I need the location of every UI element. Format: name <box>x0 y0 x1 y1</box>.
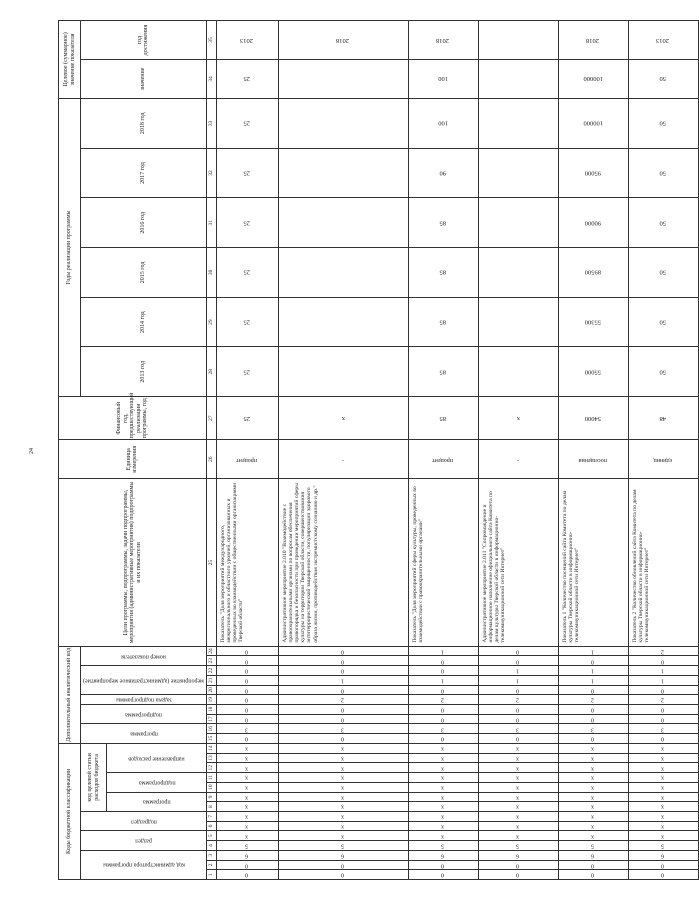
code-cell: х <box>478 782 558 792</box>
code-cell: 2 <box>558 695 628 705</box>
code-cell: 0 <box>216 646 278 656</box>
row-base-value: 25 <box>216 397 278 440</box>
header-dop-prog: программа <box>81 724 207 743</box>
code-cell: х <box>408 782 478 792</box>
row-year-value: 85 <box>408 248 478 298</box>
table-row <box>216 21 278 880</box>
code-cell: х <box>408 773 478 783</box>
row-year-value: 85 <box>408 347 478 397</box>
code-cell: 0 <box>478 685 558 695</box>
code-cell: х <box>628 821 698 831</box>
code-cell: 0 <box>278 646 408 656</box>
code-cell: 0 <box>278 666 408 676</box>
row-unit: процент <box>216 440 278 479</box>
page-number: 24 <box>29 448 35 454</box>
code-cell: 5 <box>278 841 408 851</box>
code-cell: 0 <box>216 860 278 870</box>
row-target-value: 100 <box>408 60 478 99</box>
header-dop-code: Дополнительный аналитический код <box>59 646 81 743</box>
code-cell: 5 <box>558 841 628 851</box>
code-cell: 1 <box>408 675 478 685</box>
row-year-value: 90 <box>408 148 478 198</box>
code-cell: 1 <box>628 666 698 676</box>
code-cell: х <box>408 821 478 831</box>
code-cell: х <box>408 763 478 773</box>
row-target-year: 2013 <box>628 21 698 60</box>
row-target-value: 25 <box>216 60 278 99</box>
code-cell: х <box>478 773 558 783</box>
header-dop-podprog: подпрограмма <box>81 705 207 724</box>
header-kbk: Коды бюджетной классификации <box>59 743 81 879</box>
header-kbk-podrazdel: подраздел <box>81 811 207 830</box>
column-number: 18 <box>206 705 216 715</box>
code-cell: 0 <box>278 685 408 695</box>
code-cell: х <box>408 802 478 812</box>
header-2013: 2013 год <box>81 347 207 397</box>
row-year-value <box>478 248 558 298</box>
header-2018: 2018 год <box>81 98 207 148</box>
header-kbk-admin: код администратора программы <box>81 850 207 879</box>
code-cell: 0 <box>478 734 558 744</box>
row-description: Административное мероприятие 2.010 "Взаимодействие с правоохранительными органами по вопросам обеспечения правопорядка и безопасности при проведении мероприятий сферы культуры на территории Тверской области, совершенствования антитеррористической защищенности, популяризации здорового образа жизни, противодействия экстремистскому сознанию и др." <box>278 479 408 646</box>
code-cell: х <box>408 831 478 841</box>
row-year-value: 25 <box>216 347 278 397</box>
column-number: 14 <box>206 743 216 753</box>
row-year-value: 55000 <box>558 347 628 397</box>
row-year-value <box>278 198 408 248</box>
code-cell: 0 <box>278 870 408 880</box>
code-cell: х <box>278 782 408 792</box>
code-cell: х <box>216 763 278 773</box>
code-cell: 0 <box>558 656 628 666</box>
row-unit: - <box>278 440 408 479</box>
header-celi: Цели программы, подпрограммы, задачи подпрограммы, мероприятия (административные мероприятия) подпрограммы и их показатели <box>59 479 207 646</box>
code-cell: 0 <box>558 860 628 870</box>
code-cell: 0 <box>408 714 478 724</box>
header-row-1 <box>59 21 81 880</box>
code-cell: 0 <box>628 870 698 880</box>
code-cell: 5 <box>628 841 698 851</box>
column-number: 12 <box>206 763 216 773</box>
code-cell: х <box>278 792 408 802</box>
code-cell: 0 <box>408 734 478 744</box>
header-2014: 2014 год <box>81 297 207 347</box>
header-2015: 2015 год <box>81 248 207 298</box>
row-year-value: 25 <box>216 98 278 148</box>
code-cell: х <box>278 743 408 753</box>
row-base-value: 48 <box>628 397 698 440</box>
program-indicators-table <box>58 20 699 880</box>
column-number: 21 <box>206 675 216 685</box>
code-cell: х <box>628 831 698 841</box>
column-number: 10 <box>206 782 216 792</box>
row-description: Административное мероприятие 2.011 "Сопровождение и информационное наполнение официального сайта Комитета по делам культуры Тверской области в информационно-телекоммуникационной сети Интернет" <box>478 479 558 646</box>
header-kbk-podprogramma: подпрограмма <box>107 773 207 792</box>
code-cell: х <box>628 763 698 773</box>
row-year-value: 25 <box>216 248 278 298</box>
code-cell: 0 <box>216 695 278 705</box>
row-base-value: х <box>278 397 408 440</box>
row-unit: посещения <box>558 440 628 479</box>
table-row <box>628 21 698 880</box>
rotated-table-container <box>58 20 673 880</box>
column-number: 19 <box>206 695 216 705</box>
code-cell: х <box>278 831 408 841</box>
row-year-value: 95000 <box>558 148 628 198</box>
code-cell: х <box>408 753 478 763</box>
code-cell: 0 <box>478 714 558 724</box>
row-target-value <box>278 60 408 99</box>
row-unit: единиц <box>628 440 698 479</box>
code-cell: 5 <box>478 841 558 851</box>
row-description: Показатель "Доля мероприятий сферы культуры, проведенных во взаимодействии с правоохранительными органами" <box>408 479 478 646</box>
code-cell: х <box>216 792 278 802</box>
code-cell: 6 <box>558 850 628 860</box>
code-cell: х <box>408 792 478 802</box>
code-cell: х <box>558 792 628 802</box>
header-2016: 2016 год <box>81 198 207 248</box>
code-cell: 2 <box>408 695 478 705</box>
code-cell: х <box>558 821 628 831</box>
column-number: 22 <box>206 666 216 676</box>
code-cell: 3 <box>478 724 558 734</box>
row-year-value: 50 <box>628 297 698 347</box>
code-cell: х <box>478 763 558 773</box>
code-cell: 1 <box>628 675 698 685</box>
code-cell: х <box>278 763 408 773</box>
header-kbk-csr: код целевой статьи расходов бюджета <box>81 743 107 811</box>
code-cell: х <box>478 753 558 763</box>
row-target-value: 50 <box>628 60 698 99</box>
code-cell: х <box>216 821 278 831</box>
column-number: 24 <box>206 646 216 656</box>
table-row <box>278 21 408 880</box>
code-cell: 0 <box>216 714 278 724</box>
code-cell: х <box>478 743 558 753</box>
row-year-value: 50 <box>628 347 698 397</box>
row-unit: процент <box>408 440 478 479</box>
code-cell: 0 <box>216 705 278 715</box>
column-numbers-row <box>206 21 216 880</box>
code-cell: х <box>216 811 278 821</box>
code-cell: х <box>628 792 698 802</box>
header-target: Целевое (суммарное) значение показателя <box>59 21 81 99</box>
code-cell: х <box>408 743 478 753</box>
code-cell: 1 <box>558 675 628 685</box>
column-number: 7 <box>206 811 216 821</box>
code-cell: 2 <box>278 695 408 705</box>
row-year-value <box>478 347 558 397</box>
column-number: 16 <box>206 724 216 734</box>
row-year-value <box>278 347 408 397</box>
code-cell: 2 <box>628 646 698 656</box>
code-cell: 3 <box>216 724 278 734</box>
row-description: Показатель 2 "Количество обновлений сайта Комитета по делам культуры Тверской области в информационно-телекоммуникационной сети Интернет" <box>628 479 698 646</box>
code-cell: 3 <box>278 724 408 734</box>
code-cell: 0 <box>278 860 408 870</box>
column-number: 6 <box>206 821 216 831</box>
row-description: Показатель 1 "Количество посещений сайта Комитета по делам культуры Тверской области в информационно-телекоммуникационной сети Интернет" <box>558 479 628 646</box>
code-cell: х <box>628 753 698 763</box>
header-kbk-razdel: раздел <box>81 831 207 850</box>
code-cell: х <box>478 821 558 831</box>
row-year-value: 55300 <box>558 297 628 347</box>
code-cell: 1 <box>558 646 628 656</box>
row-description: Показатель "Доля мероприятий международного, межрегионального и областного уровней, организованных и проведенных во взаимодействии с общественными организациями Тверской области" <box>216 479 278 646</box>
column-number: 3 <box>206 850 216 860</box>
code-cell: 6 <box>478 850 558 860</box>
code-cell: х <box>478 831 558 841</box>
column-number: 5 <box>206 831 216 841</box>
column-number: 2 <box>206 860 216 870</box>
code-cell: х <box>216 743 278 753</box>
code-cell: 0 <box>278 714 408 724</box>
table-row <box>478 21 558 880</box>
code-cell: х <box>558 773 628 783</box>
column-number: 33 <box>206 98 216 148</box>
code-cell: 0 <box>628 714 698 724</box>
column-number: 8 <box>206 802 216 812</box>
column-number: 30 <box>206 248 216 298</box>
code-cell: 0 <box>408 705 478 715</box>
code-cell: 0 <box>478 705 558 715</box>
row-target-year: 2018 <box>408 21 478 60</box>
code-cell: 0 <box>278 656 408 666</box>
row-target-value <box>478 60 558 99</box>
code-cell: х <box>558 743 628 753</box>
code-cell: 3 <box>408 724 478 734</box>
code-cell: 6 <box>628 850 698 860</box>
code-cell: 0 <box>216 675 278 685</box>
code-cell: 0 <box>558 734 628 744</box>
column-number: 31 <box>206 198 216 248</box>
code-cell: х <box>278 821 408 831</box>
row-year-value: 50 <box>628 248 698 298</box>
row-year-value: 25 <box>216 198 278 248</box>
row-year-value: 85 <box>408 297 478 347</box>
code-cell: 0 <box>558 685 628 695</box>
row-target-year: 2013 <box>216 21 278 60</box>
code-cell: 0 <box>408 860 478 870</box>
column-number: 11 <box>206 773 216 783</box>
code-cell: 0 <box>408 656 478 666</box>
row-year-value <box>278 148 408 198</box>
code-cell: х <box>478 792 558 802</box>
code-cell: 0 <box>216 870 278 880</box>
code-cell: х <box>216 753 278 763</box>
code-cell: 2 <box>628 695 698 705</box>
header-2017: 2017 год <box>81 148 207 198</box>
column-number: 15 <box>206 734 216 744</box>
code-cell: х <box>278 802 408 812</box>
row-year-value <box>278 248 408 298</box>
code-cell: х <box>216 831 278 841</box>
header-kbk-napr: направление расходов <box>107 743 207 772</box>
code-cell: х <box>278 811 408 821</box>
code-cell: 5 <box>408 841 478 851</box>
row-target-year: 2018 <box>558 21 628 60</box>
row-year-value: 50 <box>628 198 698 248</box>
table-body <box>59 21 699 880</box>
header-kbk-programma: программа <box>107 792 207 811</box>
column-number: 25 <box>206 479 216 646</box>
row-year-value: 90000 <box>558 198 628 248</box>
column-number: 29 <box>206 297 216 347</box>
code-cell: х <box>628 782 698 792</box>
code-cell: 0 <box>478 646 558 656</box>
row-base-value: 85 <box>408 397 478 440</box>
code-cell: 0 <box>628 685 698 695</box>
table-row <box>408 21 478 880</box>
code-cell: х <box>278 753 408 763</box>
code-cell: 0 <box>628 734 698 744</box>
row-year-value <box>278 297 408 347</box>
code-cell: х <box>558 753 628 763</box>
code-cell: 0 <box>408 666 478 676</box>
code-cell: 1 <box>408 646 478 656</box>
code-cell: 0 <box>558 705 628 715</box>
code-cell: х <box>558 811 628 821</box>
row-year-value <box>478 98 558 148</box>
code-cell: х <box>558 802 628 812</box>
row-year-value <box>478 198 558 248</box>
code-cell: 0 <box>478 870 558 880</box>
code-cell: 2 <box>478 695 558 705</box>
row-year-value: 100 <box>408 98 478 148</box>
code-cell: х <box>558 763 628 773</box>
code-cell: 0 <box>558 870 628 880</box>
row-year-value: 25 <box>216 148 278 198</box>
code-cell: 0 <box>278 705 408 715</box>
code-cell: 6 <box>278 850 408 860</box>
header-unit: Единица измерения <box>59 440 207 479</box>
code-cell: 1 <box>558 666 628 676</box>
code-cell: 0 <box>216 666 278 676</box>
code-cell: 0 <box>216 685 278 695</box>
row-target-value: 100000 <box>558 60 628 99</box>
code-cell: х <box>478 811 558 821</box>
row-year-value: 89500 <box>558 248 628 298</box>
row-year-value: 50 <box>628 98 698 148</box>
header-dop-pokaz: номер показателя <box>81 646 207 665</box>
header-znachenie: значение <box>81 60 207 99</box>
header-fin-year: Финансовый год, предшествующий реализации программы, год <box>59 397 207 440</box>
row-unit: - <box>478 440 558 479</box>
row-year-value <box>278 98 408 148</box>
row-base-value: 54000 <box>558 397 628 440</box>
code-cell: 0 <box>628 860 698 870</box>
row-year-value: 25 <box>216 297 278 347</box>
column-number: 27 <box>206 397 216 440</box>
column-number: 35 <box>206 21 216 60</box>
header-god-dost: год достижения <box>81 21 207 60</box>
code-cell: х <box>558 831 628 841</box>
row-year-value: 50 <box>628 148 698 198</box>
code-cell: х <box>216 802 278 812</box>
code-cell: 0 <box>478 656 558 666</box>
code-cell: 3 <box>558 724 628 734</box>
code-cell: 1 <box>478 675 558 685</box>
code-cell: х <box>558 782 628 792</box>
code-cell: 0 <box>408 685 478 695</box>
code-cell: 0 <box>216 734 278 744</box>
code-cell: 3 <box>628 724 698 734</box>
column-number: 34 <box>206 60 216 99</box>
code-cell: х <box>216 782 278 792</box>
code-cell: х <box>278 773 408 783</box>
row-year-value <box>478 148 558 198</box>
column-number: 13 <box>206 753 216 763</box>
row-year-value: 85 <box>408 198 478 248</box>
column-number: 20 <box>206 685 216 695</box>
code-cell: 0 <box>278 734 408 744</box>
code-cell: 0 <box>216 656 278 666</box>
code-cell: х <box>408 811 478 821</box>
header-years: Годы реализации программы <box>59 98 81 396</box>
header-dop-zadacha: задача подпрограммы <box>81 695 207 705</box>
row-base-value: х <box>478 397 558 440</box>
header-dop-meropr: мероприятие (административное мероприятие) <box>81 666 207 695</box>
code-cell: 1 <box>478 666 558 676</box>
code-cell: 0 <box>558 714 628 724</box>
code-cell: х <box>628 811 698 821</box>
column-number: 17 <box>206 714 216 724</box>
code-cell: 0 <box>478 860 558 870</box>
code-cell: х <box>628 743 698 753</box>
code-cell: х <box>628 773 698 783</box>
column-number: 9 <box>206 792 216 802</box>
code-cell: х <box>216 773 278 783</box>
code-cell: 1 <box>278 675 408 685</box>
column-number: 4 <box>206 841 216 851</box>
row-year-value: 100000 <box>558 98 628 148</box>
column-number: 1 <box>206 870 216 880</box>
code-cell: 0 <box>628 705 698 715</box>
code-cell: 0 <box>628 656 698 666</box>
code-cell: 6 <box>408 850 478 860</box>
code-cell: 5 <box>216 841 278 851</box>
code-cell: х <box>628 802 698 812</box>
code-cell: 0 <box>408 870 478 880</box>
row-target-year: 2018 <box>278 21 408 60</box>
row-target-year <box>478 21 558 60</box>
column-number: 26 <box>206 440 216 479</box>
table-row <box>558 21 628 880</box>
column-number: 23 <box>206 656 216 666</box>
code-cell: 6 <box>216 850 278 860</box>
column-number: 28 <box>206 347 216 397</box>
code-cell: х <box>478 802 558 812</box>
row-year-value <box>478 297 558 347</box>
column-number: 32 <box>206 148 216 198</box>
